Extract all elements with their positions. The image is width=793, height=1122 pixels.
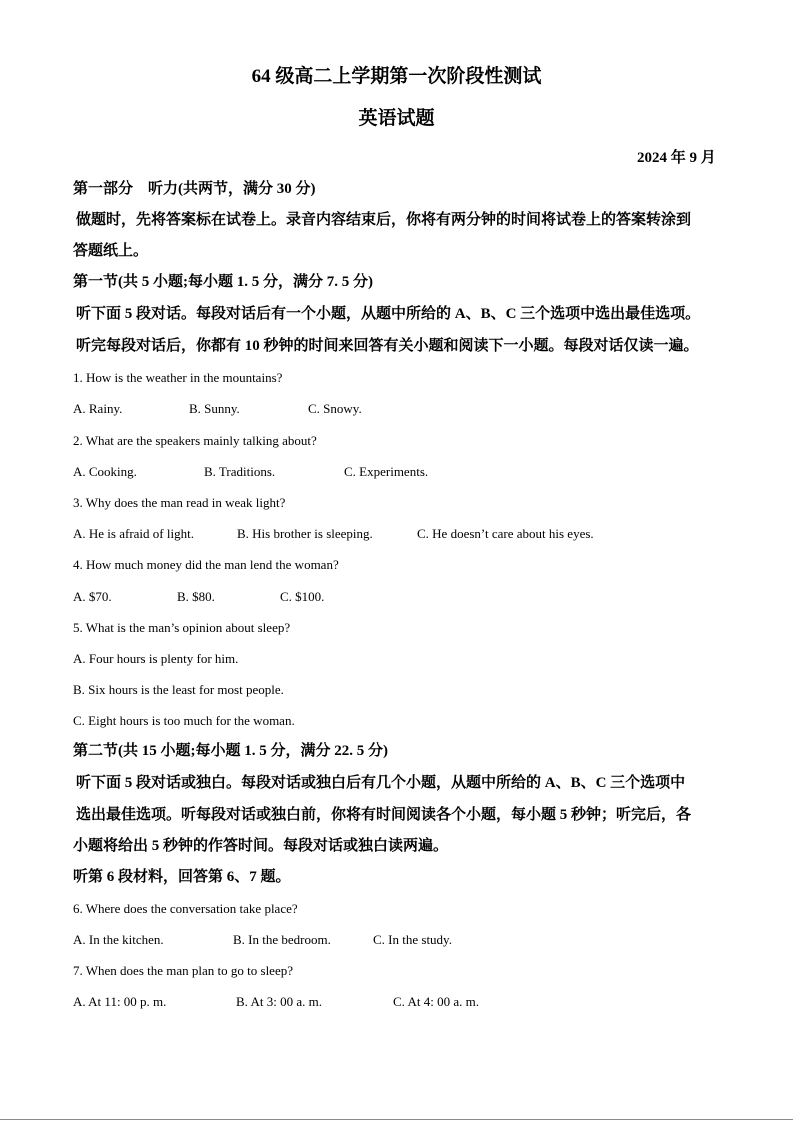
q3-option-c: C. He doesn’t care about his eyes. <box>417 526 594 541</box>
q2-option-b: B. Traditions. <box>204 464 276 479</box>
question-3: 3. Why does the man read in weak light? <box>73 495 286 510</box>
q2-option-a: A. Cooking. <box>73 464 137 479</box>
q3-option-a: A. He is afraid of light. <box>73 526 194 541</box>
q4-option-a: A. $70. <box>73 589 112 604</box>
section1-instruction-line1: 听下面 5 段对话。每段对话后有一个小题，从题中所给的 A、B、C 三个选项中选出最佳选项。 <box>76 306 701 322</box>
q1-option-b: B. Sunny. <box>189 401 240 416</box>
q7-option-a: A. At 11: 00 p. m. <box>73 994 167 1009</box>
q2-option-c: C. Experiments. <box>344 464 429 479</box>
section2-heading: 第二节(共 15 小题;每小题 1. 5 分，满分 22. 5 分) <box>73 743 388 759</box>
part1-heading: 第一部分 听力(共两节，满分 30 分) <box>73 181 316 197</box>
q6-option-b: B. In the bedroom. <box>233 932 331 947</box>
q5-option-c: C. Eight hours is too much for the woman. <box>73 713 295 728</box>
part1-instruction-line1: 做题时，先将答案标在试卷上。录音内容结束后，你将有两分钟的时间将试卷上的答案转涂到 <box>76 212 692 228</box>
q7-option-c: C. At 4: 00 a. m. <box>393 994 479 1009</box>
q3-option-b: B. His brother is sleeping. <box>237 526 373 541</box>
section1-heading: 第一节(共 5 小题;每小题 1. 5 分，满分 7. 5 分) <box>73 274 373 290</box>
group-heading: 听第 6 段材料，回答第 6、7 题。 <box>73 869 291 885</box>
part1-instruction-line2: 答题纸上。 <box>73 243 149 259</box>
page-bottom-divider <box>0 1119 793 1120</box>
q7-option-b: B. At 3: 00 a. m. <box>236 994 322 1009</box>
question-6: 6. Where does the conversation take place? <box>73 901 298 916</box>
q6-option-c: C. In the study. <box>373 932 452 947</box>
section1-instruction-line2: 听完每段对话后，你都有 10 秒钟的时间来回答有关小题和阅读下一小题。每段对话仅读一遍。 <box>76 338 699 354</box>
section2-instruction-line1: 听下面 5 段对话或独白。每段对话或独白后有几个小题，从题中所给的 A、B、C 三个选项中 <box>76 775 686 791</box>
section2-instruction-line3: 小题将给出 5 秒钟的作答时间。每段对话或独白读两遍。 <box>73 838 449 854</box>
q5-option-b: B. Six hours is the least for most people. <box>73 682 284 697</box>
question-4: 4. How much money did the man lend the woman? <box>73 557 339 572</box>
q1-option-c: C. Snowy. <box>308 401 362 416</box>
exam-subtitle: 英语试题 <box>358 108 435 129</box>
exam-date: 2024 年 9 月 <box>637 150 716 166</box>
q5-option-a: A. Four hours is plenty for him. <box>73 651 239 666</box>
q6-option-a: A. In the kitchen. <box>73 932 164 947</box>
q1-option-a: A. Rainy. <box>73 401 123 416</box>
q4-option-c: C. $100. <box>280 589 325 604</box>
question-2: 2. What are the speakers mainly talking about? <box>73 433 317 448</box>
exam-title: 64 级高二上学期第一次阶段性测试 <box>251 66 542 87</box>
section2-instruction-line2: 选出最佳选项。听每段对话或独白前，你将有时间阅读各个小题，每小题 5 秒钟；听完后，各 <box>76 807 692 823</box>
question-7: 7. When does the man plan to go to sleep? <box>73 963 293 978</box>
q4-option-b: B. $80. <box>177 589 215 604</box>
question-5: 5. What is the man’s opinion about sleep? <box>73 620 291 635</box>
question-1: 1. How is the weather in the mountains? <box>73 370 283 385</box>
